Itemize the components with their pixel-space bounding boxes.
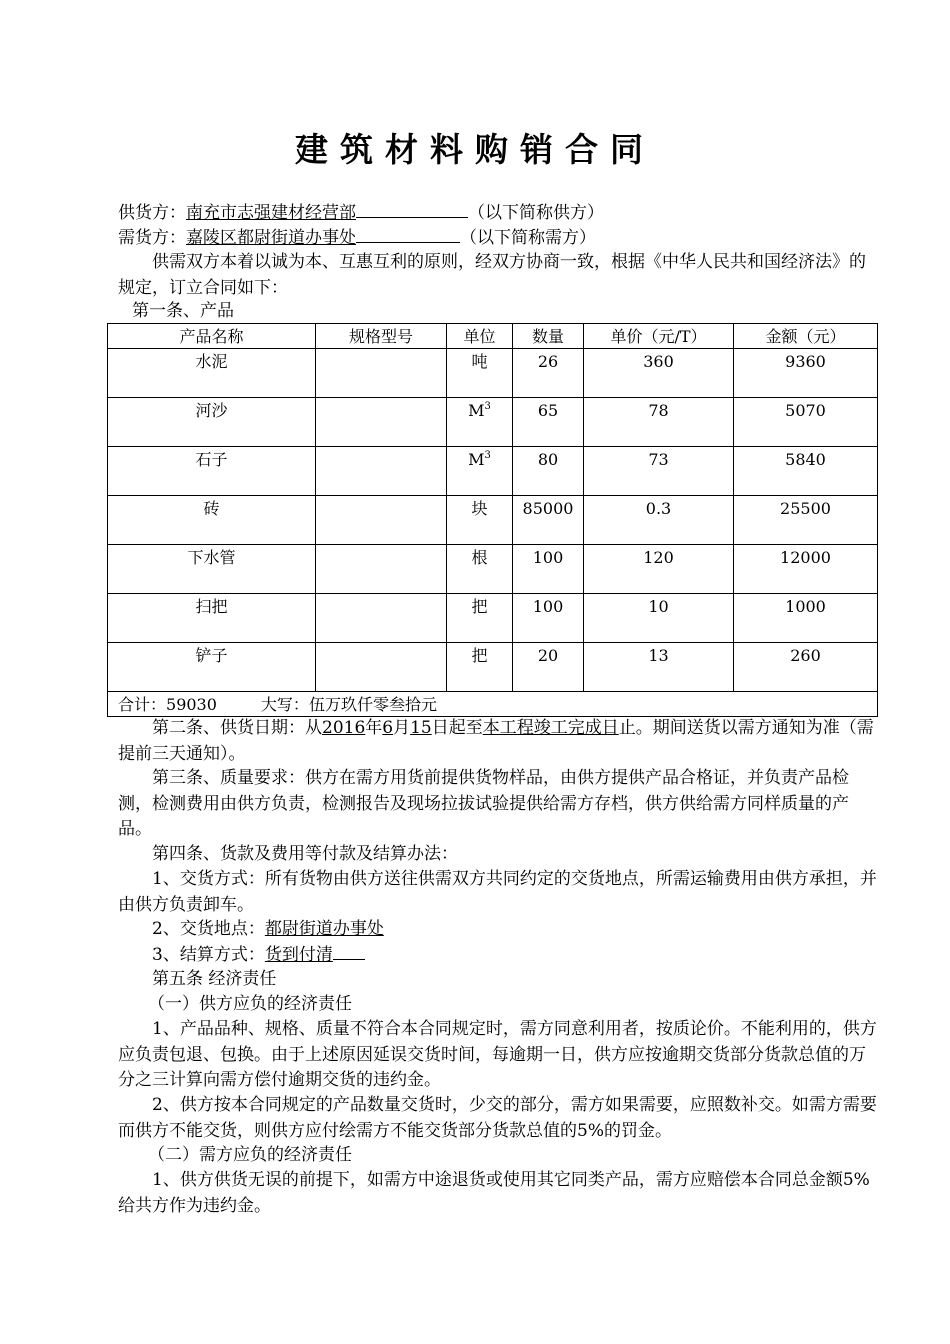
cell-price: 78 xyxy=(584,398,734,447)
buyer-suffix: （以下简称需方） xyxy=(460,228,596,248)
supplier-blank xyxy=(356,200,468,218)
settlement-value: 货到付清 xyxy=(264,945,333,965)
buyer-liability-1: 1、供方供货无误的前提下，如需方中途退货或使用其它同类产品，需方应赔偿本合同总金额5%给共方作为违约金。 xyxy=(118,1170,870,1216)
table-row xyxy=(108,496,878,545)
cell-price: 73 xyxy=(584,447,734,496)
cell-price: 360 xyxy=(584,349,734,398)
cell-quantity: 100 xyxy=(513,594,584,643)
cell-spec xyxy=(316,447,447,496)
cell-price: 120 xyxy=(584,545,734,594)
article-5-heading: 第五条 经济责任 xyxy=(152,969,277,989)
header-unit-price: 单价（元/T） xyxy=(584,324,734,349)
cell-spec xyxy=(316,349,447,398)
cell-quantity: 80 xyxy=(513,447,584,496)
header-quantity: 数量 xyxy=(513,324,584,349)
cell-unit: 根 xyxy=(447,545,513,594)
cell-name: 石子 xyxy=(108,447,316,496)
delivery-place-value: 都尉街道办事处 xyxy=(264,919,384,939)
cell-name: 河沙 xyxy=(108,398,316,447)
delivery-place-line: 2、交货地点：都尉街道办事处 xyxy=(152,919,384,939)
supplier-liability-title: （一）供方应负的经济责任 xyxy=(148,994,352,1014)
start-year: 2016 xyxy=(322,718,366,738)
cell-price: 0.3 xyxy=(584,496,734,545)
supplier-suffix: （以下简称供方） xyxy=(468,203,604,223)
cell-unit: $M^3$ xyxy=(447,447,513,496)
table-row xyxy=(108,447,878,496)
cell-spec xyxy=(316,398,447,447)
table-row xyxy=(108,349,878,398)
page-title: 建筑材料购销合同 xyxy=(295,130,655,169)
cell-amount: 5840 xyxy=(734,447,878,496)
buyer-line xyxy=(118,225,596,250)
end-date: 本工程竣工完成日 xyxy=(482,718,619,738)
header-unit: 单位 xyxy=(447,324,513,349)
cell-spec xyxy=(316,643,447,692)
supplier-liability-2: 2、供方按本合同规定的产品数量交货时，少交的部分，需方如果需要，应照数补交。如需方需要而供方不能交货，则供方应付绘需方不能交货部分货款总值的5%的罚金。 xyxy=(118,1095,877,1141)
article-2-paragraph: 第二条、供货日期：从2016年6月15日起至本工程竣工完成日止。期间送货以需方通知为准（需提前三天通知）。 xyxy=(118,718,874,764)
cell-name: 水泥 xyxy=(108,349,316,398)
cell-amount: 9360 xyxy=(734,349,878,398)
start-month: 6 xyxy=(382,718,394,738)
table-total-row xyxy=(108,692,878,717)
article-3-paragraph: 第三条、质量要求：供方在需方用货前提供货物样品，由供方提供产品合格证，并负责产品检测，检测费用由供方负责，检测报告及现场拉拔试验提供给需方存档，供方供给需方同样质量的产品。 xyxy=(118,768,849,839)
cell-price: 13 xyxy=(584,643,734,692)
cell-unit: 块 xyxy=(447,496,513,545)
buyer-liability-title: （二）需方应负的经济责任 xyxy=(148,1145,352,1165)
cell-amount: 12000 xyxy=(734,545,878,594)
supplier-liability-1: 1、产品品种、规格、质量不符合本合同规定时，需方同意利用者，按质论价。不能利用的，供方应负责包退、包换。由于上述原因延误交货时间，每逾期一日，供方应按逾期交货部分货款总值的万分之三计算向需方偿付逾期交货的违约金。 xyxy=(118,1019,877,1090)
table-row xyxy=(108,545,878,594)
table-header-row xyxy=(108,324,878,349)
article-4-heading: 第四条、货款及费用等付款及结算办法： xyxy=(152,844,458,864)
table-row xyxy=(108,594,878,643)
table-row xyxy=(108,643,878,692)
cell-quantity: 85000 xyxy=(513,496,584,545)
header-product-name: 产品名称 xyxy=(108,324,316,349)
header-spec: 规格型号 xyxy=(316,324,447,349)
buyer-name: 嘉陵区都尉街道办事处 xyxy=(186,228,356,248)
cell-unit: 把 xyxy=(447,594,513,643)
header-amount: 金额（元） xyxy=(734,324,878,349)
cell-unit: 吨 xyxy=(447,349,513,398)
total-cell xyxy=(108,692,878,717)
cell-name: 下水管 xyxy=(108,545,316,594)
total-value: 59030 xyxy=(166,695,217,714)
article-1-heading: 第一条、产品 xyxy=(132,301,234,321)
cell-amount: 260 xyxy=(734,643,878,692)
table-row xyxy=(108,398,878,447)
buyer-label: 需货方： xyxy=(118,228,186,248)
cell-quantity: 65 xyxy=(513,398,584,447)
total-label: 合计： xyxy=(118,695,167,714)
cell-price: 10 xyxy=(584,594,734,643)
start-day: 15 xyxy=(410,718,432,738)
cell-spec xyxy=(316,594,447,643)
cell-quantity: 20 xyxy=(513,643,584,692)
cell-amount: 5070 xyxy=(734,398,878,447)
intro-paragraph: 供需双方本着以诚为本、互惠互利的原则，经双方协商一致，根据《中华人民共和国经济法》的规定，订立合同如下： xyxy=(118,252,866,298)
cell-name: 铲子 xyxy=(108,643,316,692)
capital-value: 伍万玖仟零叁拾元 xyxy=(308,695,437,714)
cell-name: 扫把 xyxy=(108,594,316,643)
cell-quantity: 26 xyxy=(513,349,584,398)
cell-amount: 25500 xyxy=(734,496,878,545)
cell-amount: 1000 xyxy=(734,594,878,643)
cell-spec xyxy=(316,545,447,594)
supplier-label: 供货方： xyxy=(118,203,186,223)
supplier-line xyxy=(118,200,604,225)
cell-unit: 把 xyxy=(447,643,513,692)
cell-unit: $M^3$ xyxy=(447,398,513,447)
cell-spec xyxy=(316,496,447,545)
product-table xyxy=(107,323,878,717)
supplier-name: 南充市志强建材经营部 xyxy=(186,203,356,223)
capital-label: 大写： xyxy=(260,695,309,714)
cell-quantity: 100 xyxy=(513,545,584,594)
buyer-blank xyxy=(356,225,460,243)
cell-name: 砖 xyxy=(108,496,316,545)
settlement-line: 3、结算方式：货到付清 xyxy=(118,942,878,969)
delivery-method-paragraph: 1、交货方式：所有货物由供方送往供需双方共同约定的交货地点，所需运输费用由供方承担，并由供方负责卸车。 xyxy=(118,869,877,915)
